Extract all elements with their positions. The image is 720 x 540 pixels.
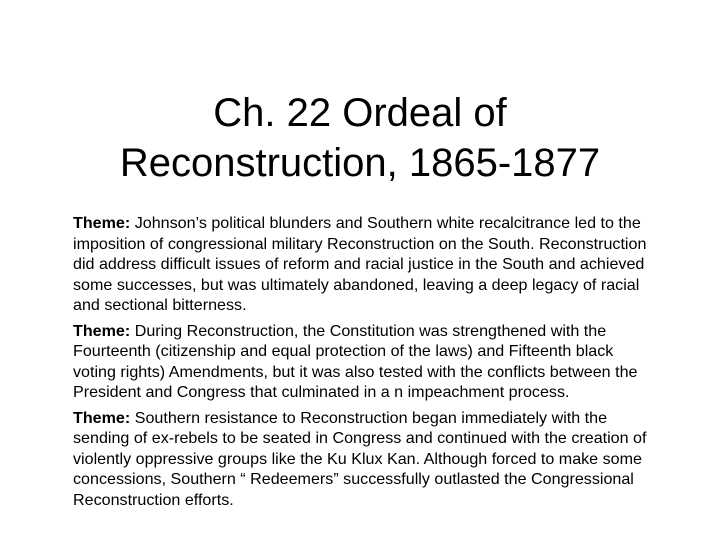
theme-label: Theme: (73, 321, 131, 340)
theme-text: Southern resistance to Reconstruction began immediately with the sending of ex-rebels to be seated in Congress and continued with the creation of violently oppressive groups like the Ku Klux Kan. Although forced to make some concessions, Southern “ Redeemers” successfully outlasted the Congressional Reconstruction efforts. (73, 408, 647, 509)
theme-paragraph-2 (73, 321, 651, 403)
slide-title (40, 88, 680, 188)
theme-text: During Reconstruction, the Constitution was strengthened with the Fourteenth (citizenship and equal protection of the laws) and Fifteenth black voting rights) Amendments, but it was also tested with the conflicts between the President and Congress that culminated in a n impeachment process. (73, 321, 638, 401)
slide-title-line-1: Ch. 22 Ordeal of (213, 91, 507, 135)
theme-text: Johnson’s political blunders and Southern white recalcitrance led to the imposition of congressional military Reconstruction on the South. Reconstruction did address difficult issues of reform and racial justice in the South and achieved some successes, but was ultimately abandoned, leaving a deep legacy of racial and sectional bitterness. (73, 214, 647, 314)
slide-body (73, 213, 651, 515)
theme-paragraph-1 (73, 213, 651, 316)
theme-label: Theme: (73, 408, 131, 427)
theme-paragraph-3 (73, 408, 651, 511)
theme-label: Theme: (73, 214, 131, 232)
slide-title-line-2: Reconstruction, 1865-1877 (119, 141, 601, 185)
